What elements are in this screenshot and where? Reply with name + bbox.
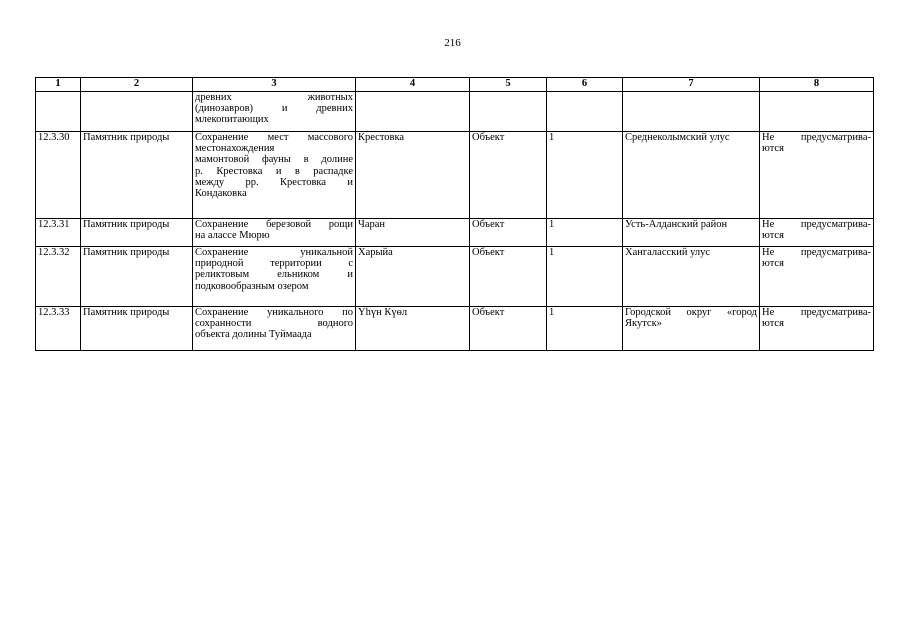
- description-line: р. Крестовка и в распадке: [195, 165, 353, 177]
- cell-location: Усть-Алданский район: [623, 219, 760, 247]
- cell-description: [193, 132, 356, 219]
- note-line: ются: [762, 143, 784, 155]
- description-line: древних животных: [195, 92, 353, 103]
- cell-description: [193, 307, 356, 351]
- note-line: Не предусматрива-: [762, 219, 871, 230]
- cell-count: 1: [547, 247, 623, 307]
- table-row: [36, 307, 874, 351]
- cell-type: Объект: [470, 132, 547, 219]
- cell-note: [760, 307, 874, 351]
- cell-location: [623, 307, 760, 351]
- cell-note: [760, 92, 874, 132]
- table-row: [36, 247, 874, 307]
- cell-category: [81, 92, 193, 132]
- column-header: 2: [81, 78, 193, 92]
- column-header: 3: [193, 78, 356, 92]
- cell-count: 1: [547, 132, 623, 219]
- description-line: Сохранение мест массового: [195, 132, 353, 143]
- description-line: подковообразным озером: [195, 280, 309, 292]
- location-line: Городской округ «город: [625, 307, 757, 318]
- cell-name: [356, 92, 470, 132]
- note-line: Не предусматрива-: [762, 247, 871, 258]
- description-line: Сохранение уникальной: [195, 247, 353, 258]
- description-line: млекопитающих: [195, 114, 269, 126]
- column-header: 4: [356, 78, 470, 92]
- cell-number: [36, 92, 81, 132]
- cell-type: Объект: [470, 219, 547, 247]
- cell-name: Крестовка: [356, 132, 470, 219]
- cell-type: [470, 92, 547, 132]
- description-line: сохранности водного: [195, 318, 353, 330]
- location-line: Якутск»: [625, 318, 662, 330]
- description-line: природной территории с: [195, 258, 353, 270]
- description-line: на алассе Мюрю: [195, 230, 270, 242]
- cell-category: Памятник природы: [81, 247, 193, 307]
- cell-name: Харыйа: [356, 247, 470, 307]
- cell-description: [193, 247, 356, 307]
- column-header: 1: [36, 78, 81, 92]
- description-line: мамонтовой фауны в долине: [195, 154, 353, 166]
- cell-count: 1: [547, 307, 623, 351]
- cell-description: [193, 219, 356, 247]
- table-row-continuation: [36, 92, 874, 132]
- column-header: 6: [547, 78, 623, 92]
- cell-note: [760, 247, 874, 307]
- cell-type: Объект: [470, 247, 547, 307]
- description-line: между рр. Крестовка и: [195, 176, 353, 188]
- cell-name: Чаран: [356, 219, 470, 247]
- note-line: ются: [762, 258, 784, 270]
- cell-count: 1: [547, 219, 623, 247]
- description-line: реликтовым ельником и: [195, 269, 353, 281]
- cell-category: Памятник природы: [81, 132, 193, 219]
- cell-location: Хангаласский улус: [623, 247, 760, 307]
- cell-number: 12.3.33: [36, 307, 81, 351]
- column-header: 7: [623, 78, 760, 92]
- description-line: объекта долины Туймаада: [195, 329, 312, 341]
- cell-description: [193, 92, 356, 132]
- cell-number: 12.3.32: [36, 247, 81, 307]
- note-line: ются: [762, 318, 784, 330]
- description-line: (динозавров) и древних: [195, 103, 353, 115]
- description-line: Сохранение уникального по: [195, 307, 353, 318]
- page-number: 216: [444, 37, 461, 49]
- table-header-row: [36, 78, 874, 92]
- description-line: Кондаковка: [195, 188, 247, 200]
- description-line: Сохранение березовой рощи: [195, 219, 353, 230]
- cell-number: 12.3.30: [36, 132, 81, 219]
- column-header: 5: [470, 78, 547, 92]
- column-header: 8: [760, 78, 874, 92]
- table-row: [36, 132, 874, 219]
- cell-count: [547, 92, 623, 132]
- cell-name: Үһүн Күөл: [356, 307, 470, 351]
- table-row: [36, 219, 874, 247]
- cell-category: Памятник природы: [81, 219, 193, 247]
- note-line: ются: [762, 230, 784, 242]
- data-table: [35, 77, 874, 351]
- cell-note: [760, 219, 874, 247]
- cell-note: [760, 132, 874, 219]
- description-line: местонахождения: [195, 143, 275, 155]
- cell-type: Объект: [470, 307, 547, 351]
- cell-location: [623, 92, 760, 132]
- cell-number: 12.3.31: [36, 219, 81, 247]
- note-line: Не предусматрива-: [762, 307, 871, 318]
- note-line: Не предусматрива-: [762, 132, 871, 143]
- cell-category: Памятник природы: [81, 307, 193, 351]
- cell-location: Среднеколымский улус: [623, 132, 760, 219]
